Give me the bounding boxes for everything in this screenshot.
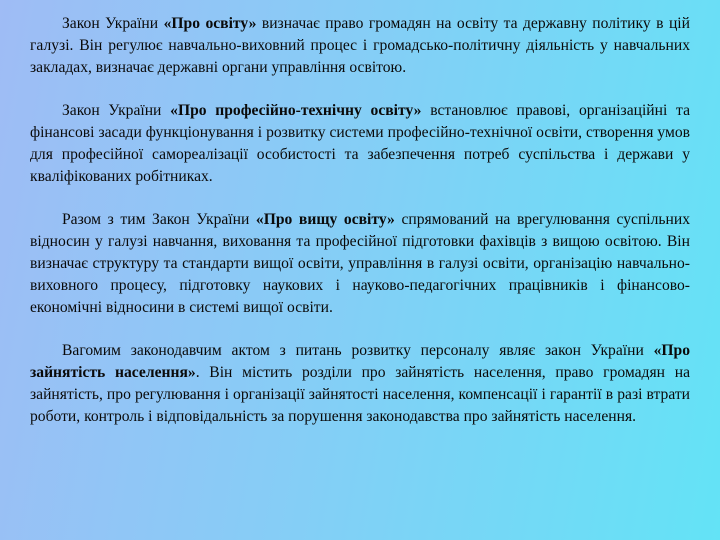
paragraph-law-on-education xyxy=(30,13,690,79)
paragraph-lead-text: Разом з тим Закон України xyxy=(62,211,256,229)
law-title: «Про вищу освіту» xyxy=(255,211,395,229)
law-title: «Про освіту» xyxy=(163,15,257,32)
paragraph-law-on-higher-education xyxy=(30,209,690,319)
law-title: «Про професійно-технічну освіту» xyxy=(170,102,422,120)
paragraph-law-on-employment xyxy=(30,340,690,428)
paragraph-lead-text: Закон України xyxy=(62,102,171,120)
paragraph-law-on-vocational-education xyxy=(30,100,690,188)
paragraph-lead-text: Закон України xyxy=(62,15,164,32)
paragraph-body-text: визначає право громадян на освіту та державну політику в цій галузі. Він регулює навчально-виховний процес і громадсько-політичну діяльність у навчальних закладах, визначає державні органи управління освітою. xyxy=(30,15,690,76)
paragraph-body-text: встановлює правові, організаційні та фінансові засади функціонування і розвитку системи професійно-технічної освіти, створення умов для професійної самореалізації особистості та забезпечення потреб суспільства і держави у кваліфікованих робітниках. xyxy=(30,102,690,185)
paragraph-body-text: . Він містить розділи про зайнятість населення, право громадян на зайнятість, про регулювання і організації зайнятості населення, компенсації і гарантії в разі втрати роботи, контроль і відповідальність за порушення законодавства про зайнятість населення. xyxy=(30,364,690,426)
law-title: «Про зайнятість населення» xyxy=(30,342,690,382)
paragraph-body-text: спрямований на врегулювання суспільних відносин у галузі навчання, виховання та професійної підготовки фахівців з вищою освітою. Він визначає структуру та стандарти вищої освіти, управління в галузі освіти, організацію навчально-виховного процесу, підготовку наукових і науково-педагогічних працівників і фінансово-економічні відносини в системі вищої освіти. xyxy=(30,211,691,316)
paragraph-lead-text: Вагомим законодавчим актом з питань розвитку персоналу являє закон України xyxy=(62,342,654,360)
